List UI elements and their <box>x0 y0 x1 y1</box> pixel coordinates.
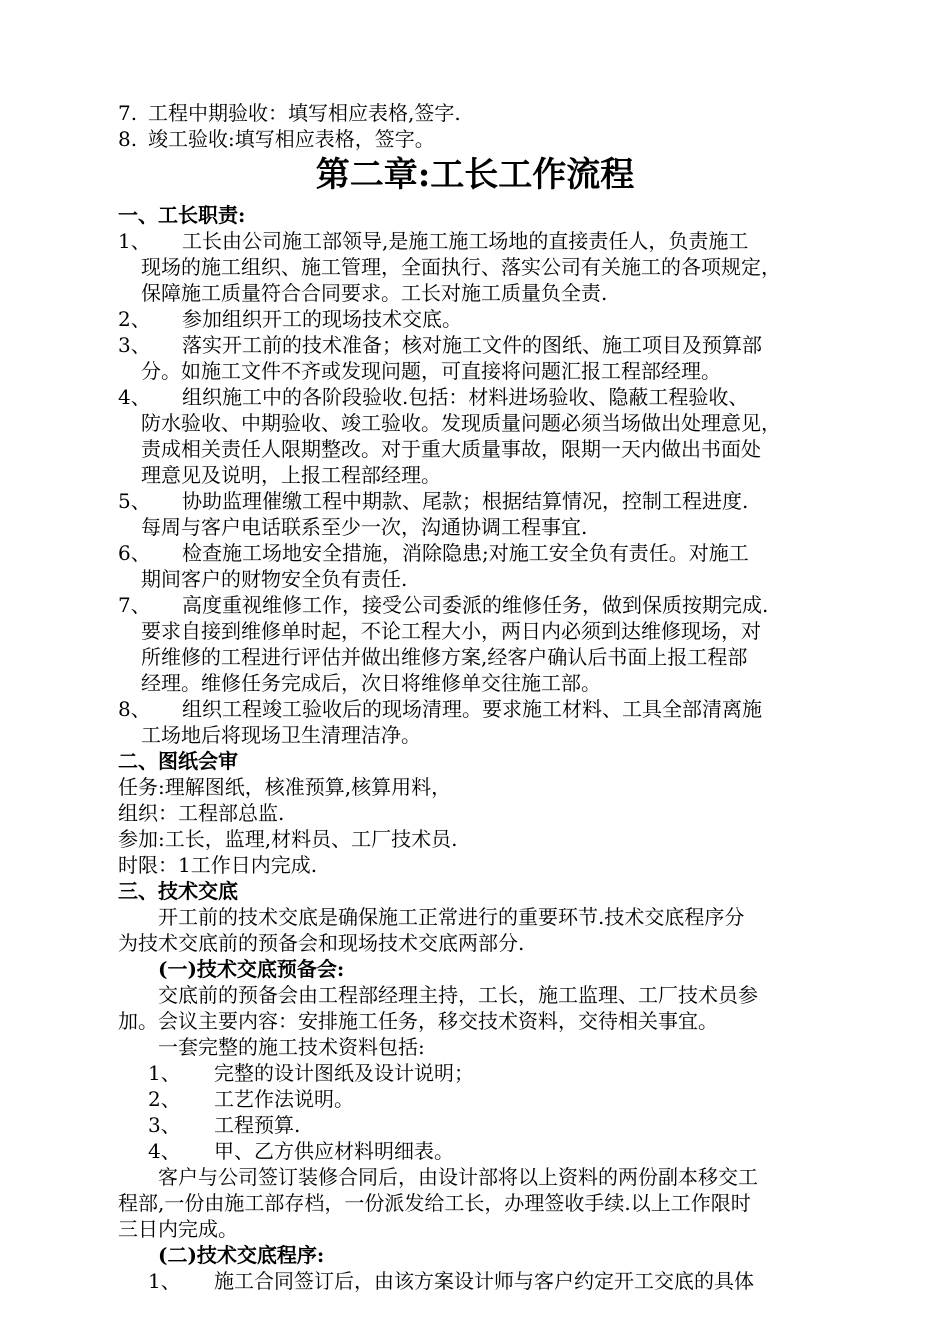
duty-item-4: 4、 组织施工中的各阶段验收.包括：材料进场验收、隐蔽工程验收、 <box>118 385 749 409</box>
handover-paragraph-line: 程部,一份由施工部存档，一份派发给工长，办理签收手续.以上工作限时 <box>118 1191 751 1215</box>
duty-item-7-line: 所维修的工程进行评估并做出维修方案,经客户确认后书面上报工程部 <box>141 645 748 669</box>
section1-heading: 一、工长职责: <box>118 203 246 227</box>
materials-item-2: 2、 工艺作法说明。 <box>148 1087 354 1111</box>
duty-item-8-line: 工场地后将现场卫生清理洁净。 <box>141 723 421 747</box>
duty-item-7-line: 要求自接到维修单时起，不论工程大小，两日内必须到达维修现场，对 <box>141 619 761 643</box>
handover-paragraph-line: 三日内完成。 <box>118 1217 238 1241</box>
section2-heading: 二、图纸会审 <box>118 749 238 773</box>
duty-item-7: 7、 高度重视维修工作，接受公司委派的维修任务，做到保质按期完成. <box>118 593 769 617</box>
review-organizer: 组织：工程部总监. <box>118 801 285 825</box>
duty-item-5-line: 每周与客户电话联系至少一次，沟通协调工程事宜. <box>141 515 588 539</box>
materials-item-1: 1、 完整的设计图纸及设计说明； <box>148 1061 474 1085</box>
materials-item-3: 3、 工程预算. <box>148 1113 301 1137</box>
duty-item-8: 8、 组织工程竣工验收后的现场清理。要求施工材料、工具全部清离施 <box>118 697 762 721</box>
duty-item-1: 1、 工长由公司施工部领导,是施工施工场地的直接责任人，负责施工 <box>118 229 749 253</box>
top-item-8: 8. 竣工验收:填写相应表格，签字。 <box>118 127 435 151</box>
top-item-7: 7. 工程中期验收：填写相应表格,签字. <box>118 101 461 125</box>
review-time-limit: 时限：1工作日内完成. <box>118 853 318 877</box>
duty-item-4-line: 防水验收、中期验收、竣工验收。发现质量问题必须当场做出处理意见， <box>141 411 781 435</box>
review-task: 任务:理解图纸，核准预算,核算用料， <box>118 775 452 799</box>
duty-item-4-line: 理意见及说明，上报工程部经理。 <box>141 463 441 487</box>
duty-item-4-line: 责成相关责任人限期整改。对于重大质量事故，限期一天内做出书面处 <box>141 437 761 461</box>
duty-item-7-line: 经理。维修任务完成后，次日将维修单交往施工部。 <box>141 671 601 695</box>
subsection1-paragraph: 交底前的预备会由工程部经理主持，工长，施工监理、工厂技术员参 <box>158 983 758 1007</box>
duty-item-1-line: 现场的施工组织、施工管理，全面执行、落实公司有关施工的各项规定， <box>141 255 781 279</box>
handover-paragraph: 客户与公司签订装修合同后，由设计部将以上资料的两份副本移交工 <box>158 1165 758 1189</box>
section3-intro-line: 为技术交底前的预备会和现场技术交底两部分. <box>118 931 525 955</box>
materials-list-intro: 一套完整的施工技术资料包括: <box>158 1035 425 1059</box>
section3-heading: 三、技术交底 <box>118 879 238 903</box>
subsection2-heading: (二)技术交底程序: <box>158 1243 325 1267</box>
materials-item-4: 4、 甲、乙方供应材料明细表。 <box>148 1139 454 1163</box>
section3-intro: 开工前的技术交底是确保施工正常进行的重要环节.技术交底程序分 <box>158 905 745 929</box>
review-participants: 参加:工长，监理,材料员、工厂技术员. <box>118 827 458 851</box>
duty-item-3: 3、 落实开工前的技术准备；核对施工文件的图纸、施工项目及预算部 <box>118 333 762 357</box>
duty-item-2: 2、 参加组织开工的现场技术交底。 <box>118 307 462 331</box>
chapter-title: 第二章:工长工作流程 <box>315 155 635 195</box>
subsection1-paragraph-line: 加。会议主要内容：安排施工任务，移交技术资料，交待相关事宜。 <box>118 1009 718 1033</box>
duty-item-6: 6、 检查施工场地安全措施，消除隐患;对施工安全负有责任。对施工 <box>118 541 749 565</box>
duty-item-3-line: 分。如施工文件不齐或发现问题，可直接将问题汇报工程部经理。 <box>141 359 721 383</box>
duty-item-5: 5、 协助监理催缴工程中期款、尾款；根据结算情况，控制工程进度. <box>118 489 749 513</box>
subsection1-heading: (一)技术交底预备会: <box>158 957 345 981</box>
duty-item-1-line: 保障施工质量符合合同要求。工长对施工质量负全责. <box>141 281 608 305</box>
procedure-item-1: 1、 施工合同签订后，由该方案设计师与客户约定开工交底的具体 <box>148 1269 754 1293</box>
duty-item-6-line: 期间客户的财物安全负有责任. <box>141 567 408 591</box>
